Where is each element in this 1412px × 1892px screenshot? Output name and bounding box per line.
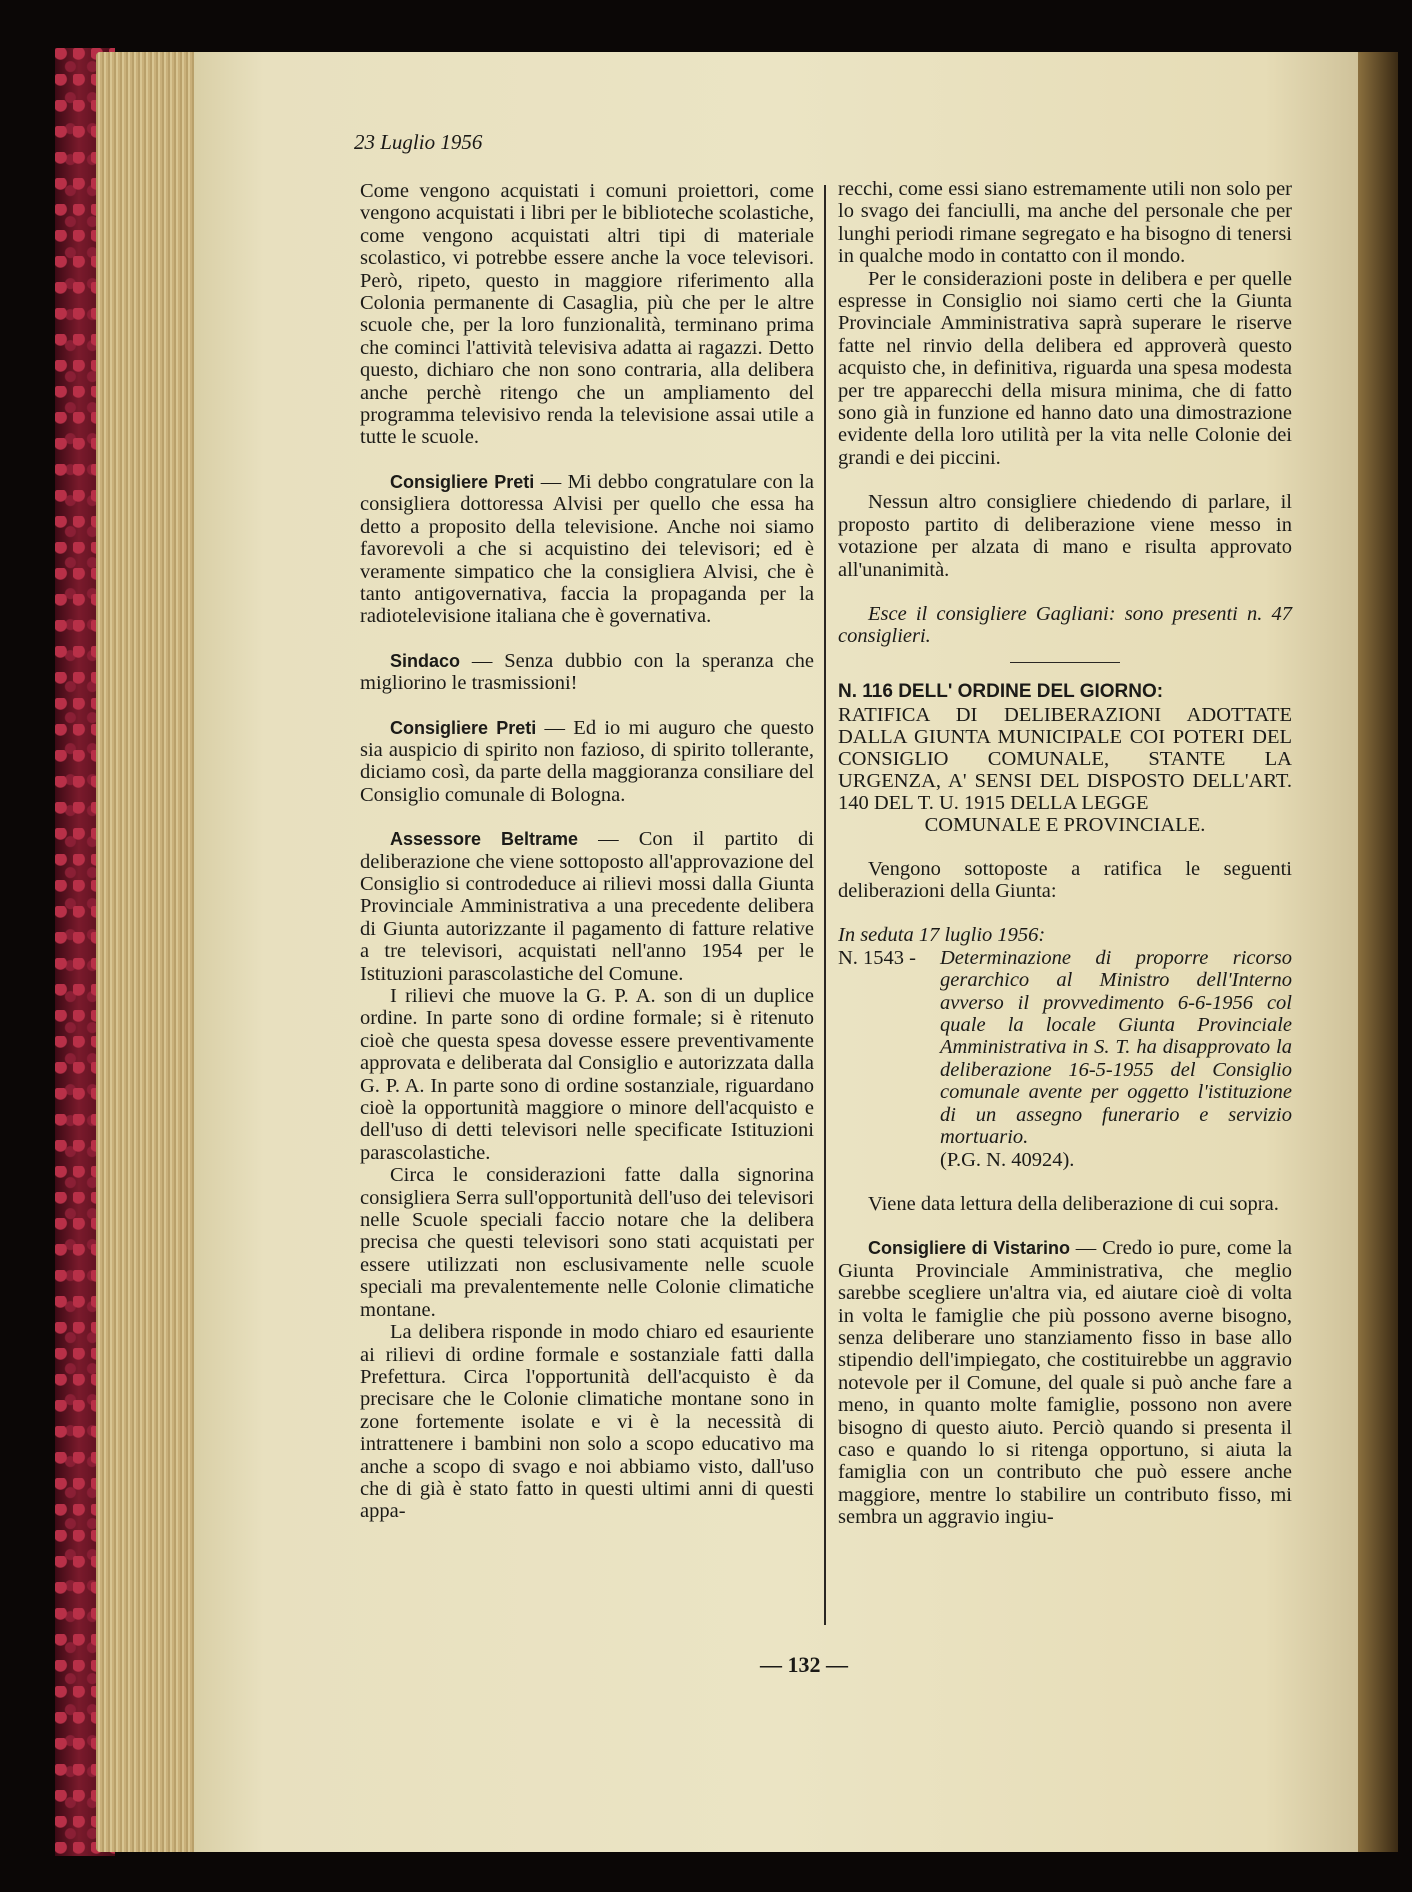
page-number: — 132 — (760, 1652, 848, 1677)
speech-text: — Ed io mi auguro che questo sia auspicio di spirito non fazioso, di spirito tollerante, diciamo così, da parte della maggioranza consiliare del Consiglio comunale di Bologna. (360, 716, 814, 806)
speech-preti-1 (360, 471, 814, 628)
speech-sindaco (360, 650, 814, 695)
left-column (360, 180, 814, 1523)
paragraph: Viene data lettura della deliberazione di cui sopra. (868, 1192, 1279, 1215)
item-number: N. 1543 - (838, 946, 917, 969)
paragraph: Per le considerazioni poste in delibera e per quelle espresse in Consiglio noi siamo certi che la Giunta Provinciale Amministrativa saprà superare le riserve fatte nel rinvio della delibera ed approverà questo acquisto che, in definitiva, riguarda una spesa modesta per tre apparecchi della misura minima, che di fatto sono già in funzione ed hanno dato una dimostrazione evidente della loro utilità per la vita nelle Colonie dei grandi e dei piccini. (838, 267, 1292, 469)
speaker-name: Assessore Beltrame (390, 829, 579, 850)
right-column (838, 178, 1292, 1529)
speech-vistarino (838, 1237, 1292, 1528)
attendance-note: Esce il consigliere Gagliani: sono presenti n. 47 consiglieri. (838, 602, 1292, 648)
item-text: Determinazione di proporre ricorso gerarchico al Ministro dell'Interno avverso il provvedimento 6-6-1956 col quale la locale Giunta Provinciale Amministrativa in S. T. ha disapprovato la deliberazione 16-5-1955 del Consiglio comunale avente per oggetto l'istituzione di un assegno funerario e servizio mortuario. (940, 946, 1292, 1149)
speech-beltrame (360, 828, 814, 985)
paragraph: Nessun altro consigliere chiedendo di parlare, il proposto partito di deliberazione viene messo in votazione per alzata di mano e risulta approvato all'unanimità. (838, 491, 1292, 581)
speaker-name: Sindaco (390, 650, 461, 671)
item-pg-number: (P.G. N. 40924). (940, 1148, 1075, 1171)
paragraph: La delibera risponde in modo chiaro ed esauriente ai rilievi di ordine formale e sostanziale fatti dalla Prefettura. Circa l'opportunità dell'acquisto è da precisare che le Colonie climatiche montane sono in zone fortemente isolate e vi è la necessità di intrattenere i bambini non solo a scopo educativo ma anche a scopo di svago e noi abbiamo visto, dall'uso che di già è stato fatto in questi ultimi anni di questi appa- (360, 1321, 814, 1523)
speech-text: — Senza dubbio con la speranza che migliorino le trasmissioni! (360, 649, 814, 695)
section-rule (1010, 662, 1120, 664)
paragraph: Circa le considerazioni fatte dalla signorina consigliera Serra sull'opportunità dell'uso dei televisori nelle Scuole speciali faccio notare che la delibera precisa che questi televisori sono stati acquistati per essere utilizzati non esclusivamente nelle scuole speciali ma prevalentemente nelle Colonie climatiche montane. (360, 1164, 814, 1321)
agenda-title-last-line: COMUNALE E PROVINCIALE. (924, 813, 1206, 836)
column-divider (824, 185, 826, 1625)
deliberation-item (838, 947, 1292, 1171)
speaker-name: Consigliere di Vistarino (868, 1238, 1071, 1259)
speech-preti-2 (360, 717, 814, 807)
agenda-title: RATIFICA DI DELIBERAZIONI ADOTTATE DALLA GIUNTA MUNICIPALE COI POTERI DEL CONSIGLIO COMUNALE, STANTE LA URGENZA, A' SENSI DEL DISPOSTO DELL'ART. 140 DEL T. U. 1915 DELLA LEGGE (838, 703, 1292, 814)
speech-text: — Con il partito di deliberazione che viene sottoposto all'approvazione del Consiglio si controdeduce ai rilievi mossi dalla Giunta Provinciale Amministrativa a una precedente delibera di Giunta autorizzante il pagamento di fatture relative a tre televisori, acquistati nell'anno 1954 per le Istituzioni parascolastiche del Comune. (360, 828, 814, 985)
speaker-name: Consigliere Preti (390, 717, 537, 738)
page-stack-edge (96, 52, 194, 1852)
agenda-heading: N. 116 DELL' ORDINE DEL GIORNO: (838, 681, 1164, 703)
speaker-name: Consigliere Preti (390, 471, 535, 492)
speech-text: — Credo io pure, come la Giunta Provinciale Amministrativa, che meglio sarebbe scegliere un'altra via, ed aiutare cioè di volta in volta le famiglie che più possono averne bisogno, senza deliberare uno stanziamento fisso in base allo stipendio dell'impiegato, che costituirebbe un aggravio notevole per il Comune, del quale si può anche fare a meno, in quanto molte famiglie, possono non avere bisogno di questo aiuto. Perciò quando si presenta il caso e quando lo si ritenga opportuno, si aiuta la famiglia con un contributo che può essere anche maggiore, mentre lo stabilire un contributo fisso, mi sembra un aggravio ingiu- (838, 1237, 1292, 1529)
paragraph: Vengono sottoposte a ratifica le seguenti deliberazioni della Giunta: (838, 857, 1292, 903)
paragraph: recchi, come essi siano estremamente utili non solo per lo svago dei fanciulli, ma anche del personale che per lunghi periodi rimane segregato e ha bisogno di tenersi in qualche modo in contatto con il mondo. (838, 178, 1292, 268)
seduta-date: In seduta 17 luglio 1956: (838, 924, 1046, 947)
paragraph: Come vengono acquistati i comuni proiettori, come vengono acquistati i libri per le biblioteche scolastiche, come vengono acquistati altri tipi di materiale scolastico, vi potrebbe essere anche la voce televisori. Però, ripeto, questo in maggiore riferimento alla Colonia permanente di Casaglia, più che per le altre scuole che, per la loro funzionalità, terminano prima che cominci l'attività televisiva adatta ai ragazzi. Detto questo, dichiaro che non sono contraria, alla delibera anche perchè ritengo che un ampliamento del programma televisivo renda la televisione assai utile a tutte le scuole. (360, 180, 814, 449)
book-right-edge (1358, 52, 1398, 1852)
page-header-date: 23 Luglio 1956 (354, 130, 483, 154)
paragraph: I rilievi che muove la G. P. A. son di un duplice ordine. In parte sono di ordine formale; si è ritenuto cioè che questa spesa dovesse essere preventivamente approvata e deliberata dal Consiglio e autorizzata dalla G. P. A. In parte sono di ordine sostanziale, riguardano cioè la opportunità maggiore o minore dell'acquisto e dell'uso di detti televisori nelle specificate Istituzioni parascolastiche. (360, 985, 814, 1164)
speech-text: — Mi debbo congratulare con la consigliera dottoressa Alvisi per quello che essa ha detto a proposito della televisione. Anche noi siamo favorevoli a che si acquistino dei televisori; ed è veramente simpatico che la consigliera Alvisi, che è tanto antigovernativa, faccia la propaganda per la radiotelevisione italiana che è governativa. (360, 470, 814, 628)
